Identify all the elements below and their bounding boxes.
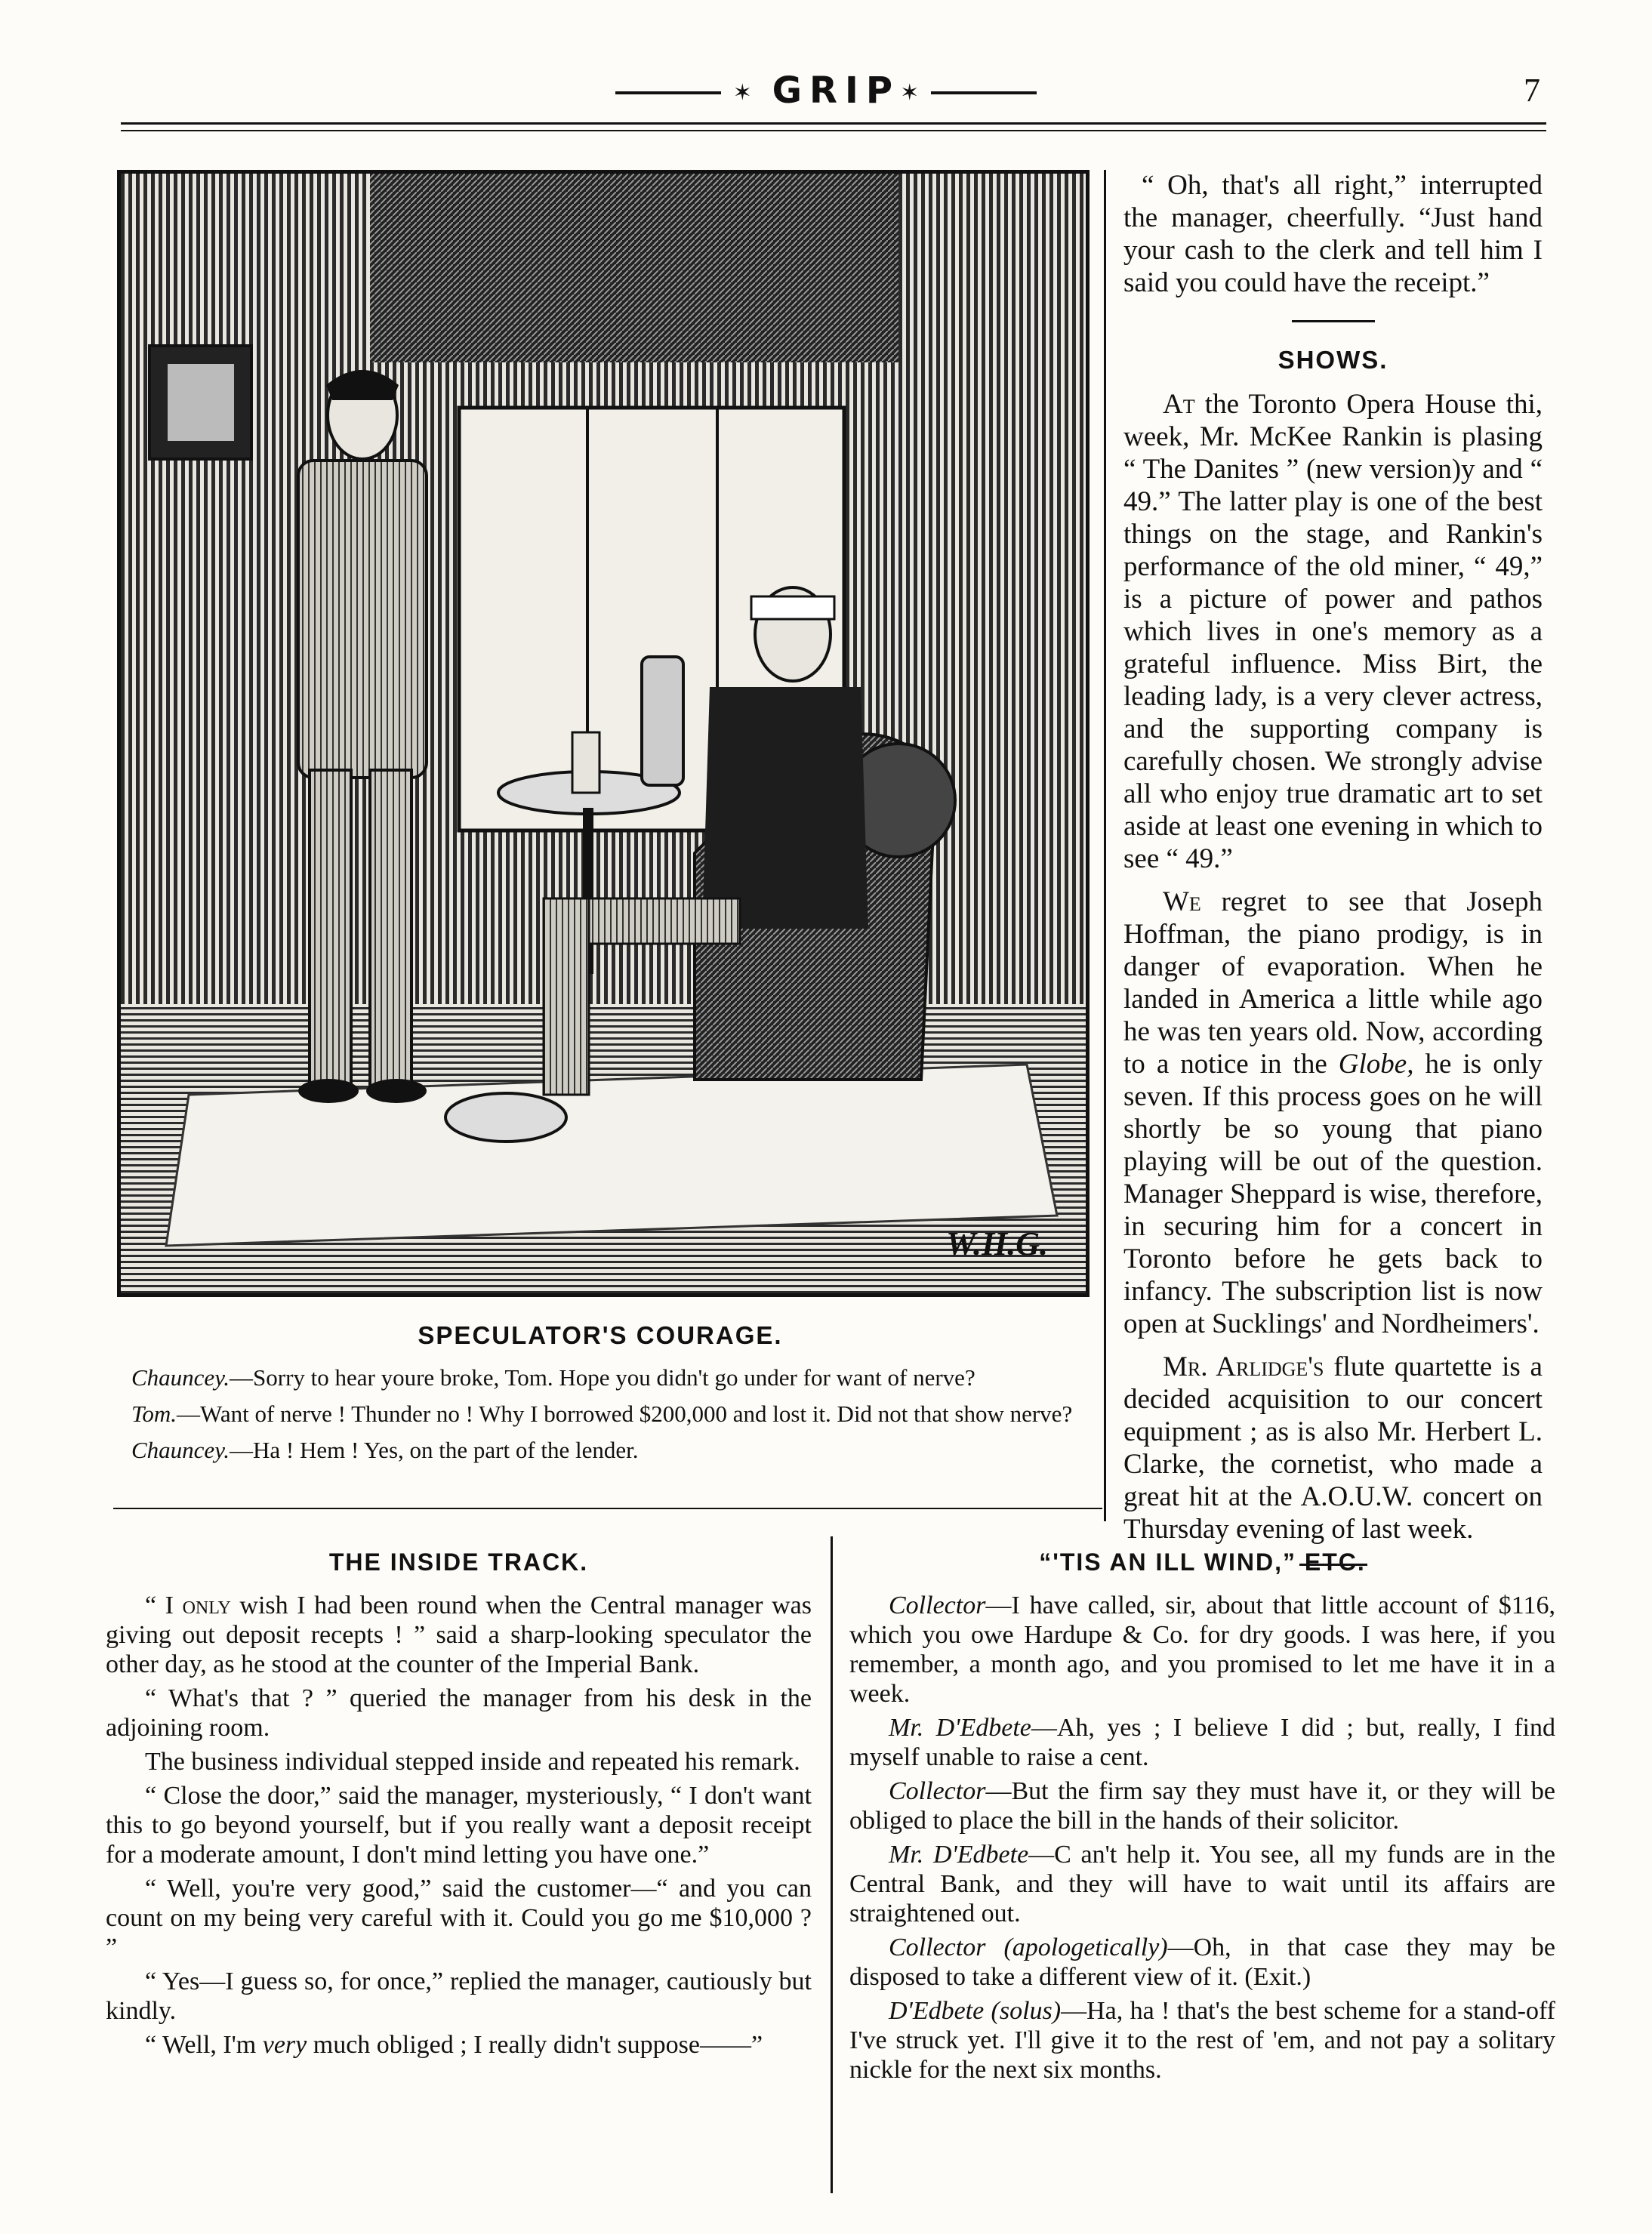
star-ornament-icon: ✶ (900, 79, 920, 106)
article-paragraph: “ Close the door,” said the manager, mysteriously, “ I don't want this to go beyond yourself, but if you really want a deposit receipt for a moderate amount, I don't mind letting you have one.” (106, 1782, 812, 1869)
shows-paragraph-1 (1123, 388, 1543, 875)
masthead-rule-left (615, 91, 721, 94)
paragraph-text: “ Well, I'm (145, 2031, 263, 2059)
masthead-title: GRIP (772, 69, 901, 112)
lead-word: At (1163, 389, 1195, 420)
paragraph-text: —I have called, sir, about that little account of $116, which you owe Hardupe & Co. for dry goods. I was here, if you remember, a month ago, and you promised to let me have it in a week. (849, 1592, 1555, 1708)
speaker: Collector (889, 1777, 986, 1805)
right-column (1123, 169, 1543, 1587)
shows-heading: SHOWS. (1278, 346, 1388, 374)
caption-line (106, 1436, 1095, 1465)
paragraph-text: much obliged ; I really didn't suppose——” (307, 2031, 763, 2059)
article-paragraph: “ Well, you're very good,” said the customer—“ and you can count on my being very careful with it. Could you go me $10,000 ? ” (106, 1875, 812, 1961)
speaker: Mr. D'Edbete (889, 1841, 1029, 1869)
inside-track-article (106, 1548, 812, 2060)
paragraph-text: the Toronto Opera House thi, week, Mr. McKee Rankin is plasing “ The Danites ” (new version)y and “ 49.” The latter play is one of the best things on the stage, and Rankin's performance of the old miner, “ 49,” is a picture of power and pathos which lives in one's memory as a grateful influence. Miss Birt, the leading lady, is a very clever actress, and the supporting company is carefully chosen. We strongly advise all who enjoy true dramatic art to set aside at least one evening in which to see “ 49.” (1123, 389, 1543, 874)
speaker: D'Edbete (solus) (889, 1997, 1062, 2025)
shows-paragraph-3 (1123, 1351, 1543, 1545)
caption-text: —Ha ! Hem ! Yes, on the part of the lender. (230, 1437, 639, 1463)
caption-dialogue (106, 1364, 1095, 1465)
paragraph-text: flute quartette is a decided acquisition to our concert equipment ; as is also Mr. Herbert L. Clarke, the cornetist, who made a great hit at the A.O.U.W. concert on Thursday evening of last week. (1123, 1351, 1543, 1545)
header-rule-bottom (121, 130, 1546, 131)
dialogue-paragraph (849, 1776, 1555, 1835)
dialogue-paragraph (849, 1713, 1555, 1772)
star-ornament-icon: ✶ (732, 79, 752, 106)
shows-paragraph-2 (1123, 886, 1543, 1340)
lead-word: Mr. Arlidge's (1163, 1351, 1324, 1382)
paragraph-text: wish I had been round when the Central manager was giving out deposit recepts ! ” said a sharp-looking speculator the other day, as he stood at the counter of the Imperial Bank. (106, 1592, 812, 1678)
column-divider-lower (831, 1536, 833, 2193)
dialogue-paragraph (849, 1996, 1555, 2085)
newspaper-name: Globe, (1338, 1049, 1414, 1080)
article-paragraph: “ Yes—I guess so, for once,” replied the manager, cautiously but kindly. (106, 1967, 812, 2025)
emphasis: very (262, 2031, 307, 2059)
paragraph-text: he is only seven. If this process goes on he will shortly be so young that piano playing will be out of the question. Manager Sheppard is wise, therefore, in securing him for a concert in Toronto before he gets back to infancy. The subscription list is now open at Sucklings' and Nordheimers'. (1123, 1049, 1543, 1339)
header-rule-top (121, 122, 1546, 125)
caption-speaker: Chauncey. (131, 1437, 230, 1463)
dialogue-paragraph (849, 1591, 1555, 1709)
article-paragraph (106, 2030, 812, 2060)
paragraph-text: —Ha, ha ! that's the best scheme for a stand-off I've struck yet. I'll give it to the rest of 'em, and not pay a solitary nickle for the next six months. (849, 1997, 1556, 2084)
section-divider (113, 1508, 1102, 1509)
caption-line (106, 1364, 1095, 1392)
cartoon-illustration (117, 170, 1090, 1297)
lead-word: only (182, 1592, 231, 1619)
inside-track-heading: THE INSIDE TRACK. (328, 1548, 589, 1576)
column-divider-upper (1104, 170, 1106, 1521)
paragraph-text: —But the firm say they must have it, or they will be obliged to place the bill in the hands of their solicitor. (849, 1777, 1555, 1835)
paragraph-text: —Oh, in that case they may be disposed to take a different view of it. (Exit.) (849, 1934, 1556, 1991)
paragraph-text: —C an't help it. You see, all my funds are in the Central Bank, and they will have to wait until its affairs are straightened out. (849, 1841, 1555, 1927)
dialogue-paragraph (849, 1840, 1555, 1928)
page-number: 7 (1524, 72, 1540, 109)
article-paragraph (106, 1591, 812, 1679)
cartoon-drawing (121, 174, 1086, 1293)
ill-wind-heading: “'TIS AN ILL WIND,” ETC. (1039, 1548, 1366, 1576)
paragraph-text: “ I (145, 1592, 183, 1619)
article-paragraph: The business individual stepped inside and repeated his remark. (145, 1748, 800, 1776)
illustration-caption (106, 1321, 1095, 1472)
caption-speaker: Chauncey. (131, 1364, 230, 1391)
opening-paragraph: “ Oh, that's all right,” interrupted the manager, cheerfully. “Just hand your cash to the clerk and tell him I said you could have the receipt.” (1123, 170, 1543, 298)
paragraph-text: regret to see that Joseph Hoffman, the piano prodigy, is in danger of evaporation. When he landed in America a little while ago he was ten years old. Now, according to a notice in the (1123, 886, 1543, 1080)
speaker: Collector (apologetically) (889, 1934, 1168, 1961)
article-paragraph: “ What's that ? ” queried the manager from his desk in the adjoining room. (106, 1684, 812, 1742)
masthead-rule-right (931, 91, 1037, 94)
section-rule (1292, 320, 1375, 322)
artist-signature: W.H.G. (946, 1225, 1048, 1262)
lead-word: We (1163, 886, 1201, 917)
caption-speaker: Tom. (131, 1400, 177, 1427)
ill-wind-article (849, 1548, 1555, 2085)
speaker: Mr. D'Edbete (889, 1714, 1031, 1742)
masthead (0, 69, 1652, 112)
caption-text: —Sorry to hear youre broke, Tom. Hope you didn't go under for want of nerve? (230, 1364, 975, 1391)
speaker: Collector (889, 1592, 986, 1619)
dialogue-paragraph (849, 1933, 1555, 1992)
paragraph-text: —Ah, yes ; I believe I did ; but, really, I find myself unable to raise a cent. (849, 1714, 1556, 1771)
caption-line (106, 1400, 1095, 1428)
caption-text: —Want of nerve ! Thunder no ! Why I borrowed $200,000 and lost it. Did not that show nerve? (177, 1400, 1073, 1427)
caption-title: SPECULATOR'S COURAGE. (418, 1321, 783, 1349)
